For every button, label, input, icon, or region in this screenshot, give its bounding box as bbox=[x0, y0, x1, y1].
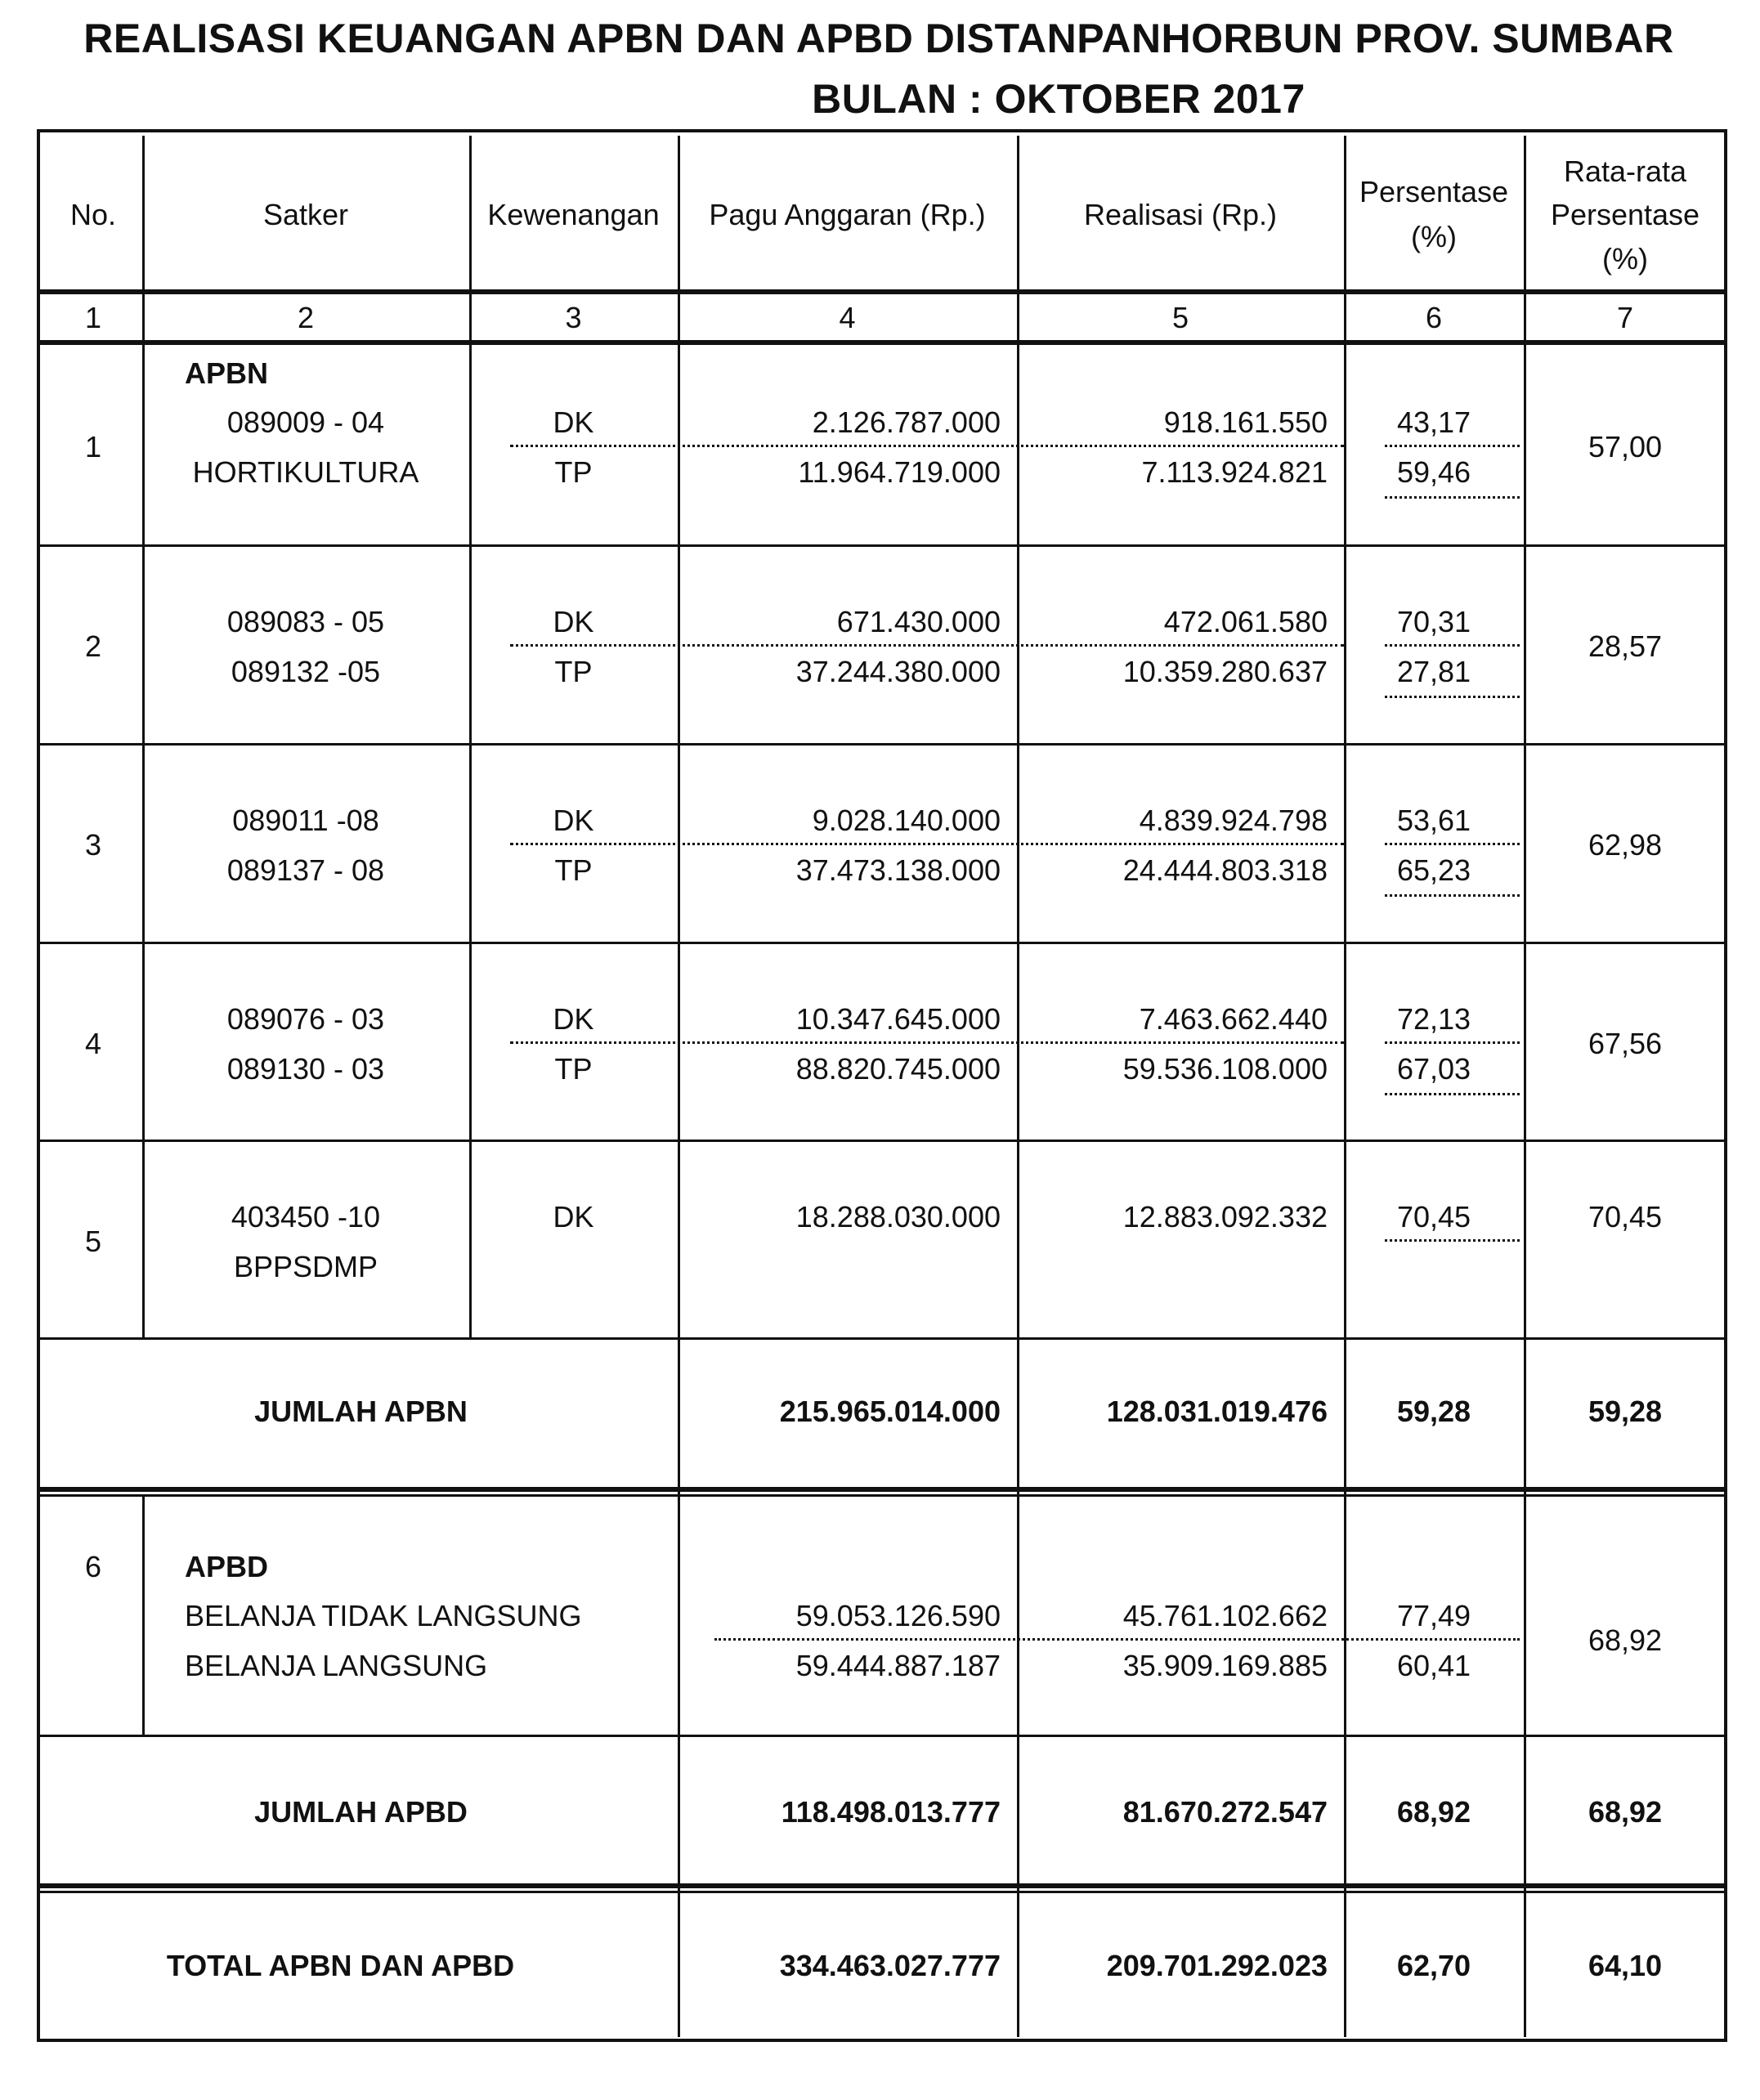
apbd-item: BELANJA TIDAK LANGSUNG bbox=[185, 1599, 582, 1632]
pagu-value: 10.347.645.000 bbox=[795, 1002, 1001, 1036]
column-rule bbox=[1344, 345, 1346, 1337]
jumlah-apbd-label: JUMLAH APBD bbox=[254, 1795, 468, 1829]
dotted-separator bbox=[714, 1638, 1520, 1641]
row-number: 5 bbox=[84, 1225, 102, 1258]
rata-rata-value: 67,56 bbox=[1588, 1027, 1663, 1060]
header-rata-line: (%) bbox=[1602, 242, 1648, 275]
satker-code: 089083 - 05 bbox=[226, 605, 385, 638]
column-number: 2 bbox=[297, 301, 315, 334]
satker-code: 089076 - 03 bbox=[226, 1002, 385, 1036]
column-rule bbox=[1524, 1494, 1526, 1735]
apbd-item: BELANJA LANGSUNG bbox=[185, 1649, 488, 1682]
jumlah-apbn-rata: 59,28 bbox=[1588, 1395, 1663, 1428]
header-rata-line: Rata-rata bbox=[1563, 154, 1687, 188]
pagu-value: 671.430.000 bbox=[836, 605, 1001, 638]
table-rule bbox=[40, 1883, 1724, 1888]
jumlah-apbn-realisasi: 128.031.019.476 bbox=[1106, 1395, 1328, 1428]
apbd-number: 6 bbox=[84, 1550, 102, 1583]
column-number: 7 bbox=[1616, 301, 1634, 334]
table-rule bbox=[40, 340, 1724, 345]
realisasi-value: 59.536.108.000 bbox=[1122, 1052, 1328, 1086]
column-number: 4 bbox=[839, 301, 856, 334]
satker-code: 089132 -05 bbox=[231, 655, 381, 688]
table-rule bbox=[40, 942, 1724, 944]
satker-code: 089009 - 04 bbox=[226, 405, 385, 439]
realisasi-value: 4.839.924.798 bbox=[1139, 804, 1328, 837]
apbn-label: APBN bbox=[185, 356, 269, 390]
column-rule bbox=[1017, 345, 1019, 1337]
dotted-separator bbox=[510, 1041, 1344, 1044]
realisasi-value: 472.061.580 bbox=[1163, 605, 1328, 638]
rata-rata-value: 57,00 bbox=[1588, 430, 1663, 463]
persentase-value: 43,17 bbox=[1396, 405, 1471, 439]
satker-code: 089130 - 03 bbox=[226, 1052, 385, 1086]
table-rule bbox=[40, 1891, 1724, 1893]
satker-code: 089011 -08 bbox=[232, 804, 379, 837]
total-label: TOTAL APBN DAN APBD bbox=[166, 1949, 515, 1982]
dotted-separator bbox=[1385, 496, 1520, 499]
apbd-pagu: 59.053.126.590 bbox=[795, 1599, 1001, 1632]
column-rule bbox=[469, 345, 472, 1337]
jumlah-apbd-rata: 68,92 bbox=[1588, 1795, 1663, 1829]
kewenangan-value: DK bbox=[553, 804, 594, 837]
table-rule bbox=[40, 1337, 1724, 1340]
header-persentase-line: Persentase bbox=[1359, 175, 1509, 208]
rata-rata-value: 62,98 bbox=[1588, 828, 1663, 862]
dotted-separator bbox=[1385, 843, 1520, 845]
persentase-value: 53,61 bbox=[1396, 804, 1471, 837]
pagu-value: 18.288.030.000 bbox=[795, 1200, 1001, 1234]
kewenangan-value: TP bbox=[554, 655, 593, 688]
dotted-separator bbox=[1385, 1041, 1520, 1044]
dotted-separator bbox=[1385, 1093, 1520, 1095]
pagu-value: 2.126.787.000 bbox=[812, 405, 1001, 439]
realisasi-value: 12.883.092.332 bbox=[1122, 1200, 1328, 1234]
realisasi-value: 7.463.662.440 bbox=[1139, 1002, 1328, 1036]
header-no: No. bbox=[69, 198, 117, 231]
kewenangan-value: TP bbox=[554, 1052, 593, 1086]
persentase-value: 70,31 bbox=[1396, 605, 1471, 638]
table-rule bbox=[40, 289, 1724, 294]
kewenangan-value: TP bbox=[554, 853, 593, 887]
apbd-pagu: 59.444.887.187 bbox=[795, 1649, 1001, 1682]
table-rule bbox=[40, 1735, 1724, 1737]
realisasi-value: 24.444.803.318 bbox=[1122, 853, 1328, 887]
dotted-separator bbox=[1385, 445, 1520, 447]
jumlah-apbd-pagu: 118.498.013.777 bbox=[781, 1795, 1001, 1829]
kewenangan-value: DK bbox=[553, 1002, 594, 1036]
jumlah-apbn-pagu: 215.965.014.000 bbox=[779, 1395, 1001, 1428]
header-pagu: Pagu Anggaran (Rp.) bbox=[709, 198, 986, 231]
persentase-value: 70,45 bbox=[1396, 1200, 1471, 1234]
apbd-persentase: 60,41 bbox=[1396, 1649, 1471, 1682]
table-rule bbox=[40, 544, 1724, 547]
persentase-value: 67,03 bbox=[1396, 1052, 1471, 1086]
jumlah-apbd-persentase: 68,92 bbox=[1396, 1795, 1471, 1829]
pagu-value: 88.820.745.000 bbox=[795, 1052, 1001, 1086]
total-realisasi: 209.701.292.023 bbox=[1106, 1949, 1328, 1982]
header-satker: Satker bbox=[262, 198, 349, 231]
row-number: 4 bbox=[84, 1027, 102, 1060]
pagu-value: 11.964.719.000 bbox=[798, 455, 1001, 489]
persentase-value: 72,13 bbox=[1396, 1002, 1471, 1036]
kewenangan-value: DK bbox=[553, 605, 594, 638]
total-rata: 64,10 bbox=[1588, 1949, 1663, 1982]
jumlah-apbn-persentase: 59,28 bbox=[1396, 1395, 1471, 1428]
dotted-separator bbox=[510, 644, 1344, 647]
satker-code: BPPSDMP bbox=[233, 1250, 378, 1283]
table-rule bbox=[40, 1487, 1724, 1492]
total-pagu: 334.463.027.777 bbox=[779, 1949, 1001, 1982]
satker-code: 089137 - 08 bbox=[226, 853, 385, 887]
report-period: BULAN : OKTOBER 2017 bbox=[812, 76, 1305, 122]
report-title: REALISASI KEUANGAN APBN DAN APBD DISTANPANHORBUN PROV. SUMBAR bbox=[83, 16, 1674, 61]
table-rule bbox=[40, 1494, 1724, 1497]
persentase-value: 59,46 bbox=[1396, 455, 1471, 489]
column-rule bbox=[1344, 136, 1346, 289]
dotted-separator bbox=[510, 445, 1344, 447]
dotted-separator bbox=[1385, 644, 1520, 647]
header-kewenangan: Kewenangan bbox=[487, 198, 660, 231]
column-number: 6 bbox=[1425, 301, 1443, 334]
kewenangan-value: DK bbox=[553, 405, 594, 439]
table-rule bbox=[40, 743, 1724, 746]
persentase-value: 65,23 bbox=[1396, 853, 1471, 887]
header-realisasi: Realisasi (Rp.) bbox=[1083, 198, 1278, 231]
realisasi-value: 918.161.550 bbox=[1163, 405, 1328, 439]
table-rule bbox=[40, 1140, 1724, 1142]
dotted-separator bbox=[1385, 696, 1520, 698]
row-number: 2 bbox=[84, 629, 102, 663]
pagu-value: 37.244.380.000 bbox=[795, 655, 1001, 688]
jumlah-apbn-label: JUMLAH APBN bbox=[254, 1395, 468, 1428]
rata-rata-value: 28,57 bbox=[1588, 629, 1663, 663]
total-persentase: 62,70 bbox=[1396, 1949, 1471, 1982]
satker-code: 403450 -10 bbox=[231, 1200, 381, 1234]
apbd-persentase: 77,49 bbox=[1396, 1599, 1471, 1632]
apbd-realisasi: 45.761.102.662 bbox=[1122, 1599, 1328, 1632]
pagu-value: 37.473.138.000 bbox=[795, 853, 1001, 887]
kewenangan-value: TP bbox=[554, 455, 593, 489]
dotted-separator bbox=[510, 843, 1344, 845]
column-number: 5 bbox=[1171, 301, 1189, 334]
jumlah-apbd-realisasi: 81.670.272.547 bbox=[1122, 1795, 1328, 1829]
kewenangan-value: DK bbox=[553, 1200, 594, 1234]
satker-code: HORTIKULTURA bbox=[192, 455, 419, 489]
realisasi-value: 7.113.924.821 bbox=[1141, 455, 1328, 489]
header-rata-line: Persentase bbox=[1550, 198, 1700, 231]
column-rule bbox=[678, 345, 680, 1337]
row-number: 3 bbox=[84, 828, 102, 862]
apbd-label: APBD bbox=[185, 1550, 269, 1583]
report-table bbox=[37, 129, 1727, 2042]
column-number: 1 bbox=[84, 301, 102, 334]
column-number: 3 bbox=[565, 301, 582, 334]
persentase-value: 27,81 bbox=[1396, 655, 1471, 688]
header-persentase-line: (%) bbox=[1411, 220, 1457, 253]
dotted-separator bbox=[1385, 1239, 1520, 1242]
realisasi-value: 10.359.280.637 bbox=[1122, 655, 1328, 688]
pagu-value: 9.028.140.000 bbox=[812, 804, 1001, 837]
apbd-realisasi: 35.909.169.885 bbox=[1122, 1649, 1328, 1682]
row-number: 1 bbox=[84, 430, 102, 463]
apbd-rata: 68,92 bbox=[1588, 1623, 1663, 1657]
rata-rata-value: 70,45 bbox=[1588, 1200, 1663, 1234]
dotted-separator bbox=[1385, 894, 1520, 897]
column-rule bbox=[142, 1494, 145, 1735]
column-rule bbox=[142, 345, 145, 1337]
